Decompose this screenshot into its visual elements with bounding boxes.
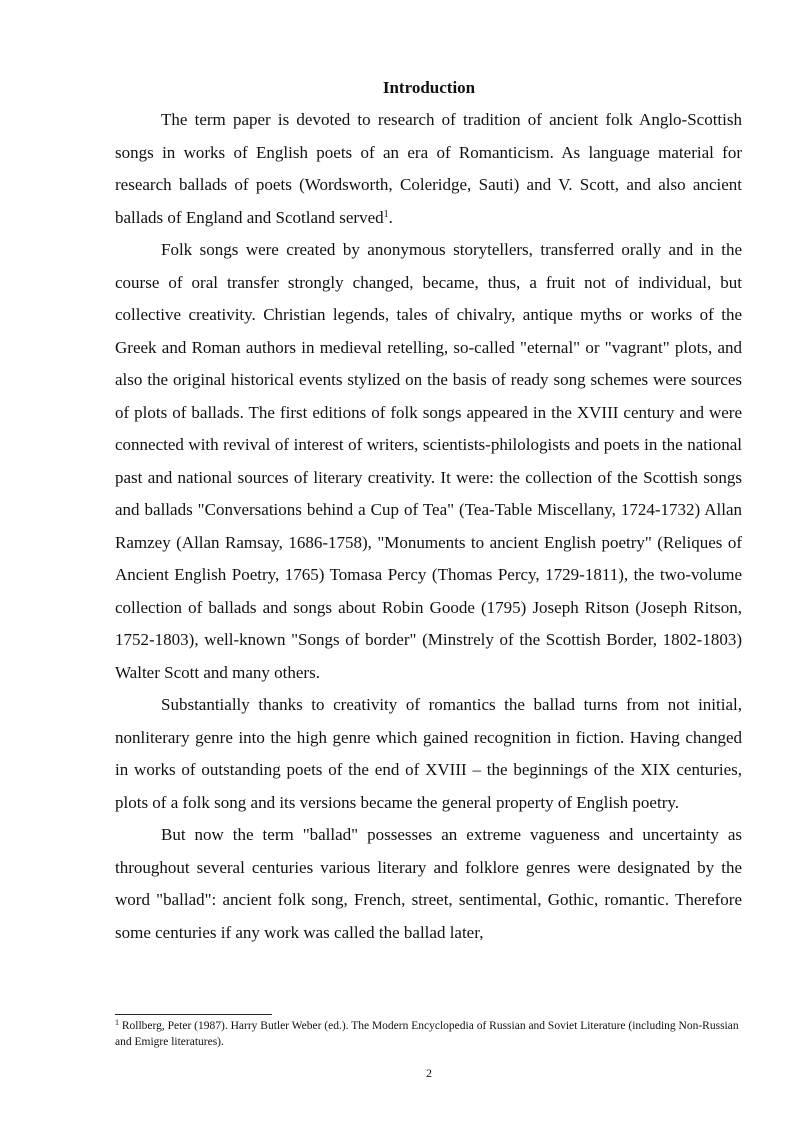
body-text [115,104,742,949]
page-number: 2 [426,1066,432,1080]
paragraph-1-tail: . [388,207,393,227]
footnote-text: Rollberg, Peter (1987). Harry Butler Weber (ed.). The Modern Encyclopedia of Russian and Soviet Literature (including Non-Russian and Emigre literatures). [115,1020,739,1048]
footnote [115,1018,742,1050]
paragraph-2: Folk songs were created by anonymous storytellers, transferred orally and in the course of oral transfer strongly changed, became, thus, a fruit not of individual, but collective creativity. Christian legends, tales of chivalry, antique myths or works of the Greek and Roman authors in medieval retelling, so-called "eternal" or "vagrant" plots, and also the original historical events stylized on the basis of ready song schemes were sources of plots of ballads. The first editions of folk songs appeared in the XVIII century and were connected with revival of interest of writers, scientists-philologists and poets in the national past and national sources of literary creativity. It were: the collection of the Scottish songs and ballads "Conversations behind a Cup of Tea" (Tea-Table Miscellany, 1724-1732) Allan Ramzey (Allan Ramsay, 1686-1758), "Monuments to ancient English poetry" (Reliques of Ancient English Poetry, 1765) Tomasa Percy (Thomas Percy, 1729-1811), the two-volume collection of ballads and songs about Robin Goode (1795) Joseph Ritson (Joseph Ritson, 1752-1803), well-known "Songs of border" (Minstrely of the Scottish Border, 1802-1803) Walter Scott and many others. [115,240,742,682]
paragraph-3: Substantially thanks to creativity of romantics the ballad turns from not initial, nonliterary genre into the high genre which gained recognition in fiction. Having changed in works of outstanding poets of the end of XVIII – the beginnings of the XIX centuries, plots of a folk song and its versions became the general property of English poetry. [115,695,742,812]
paragraph-4: But now the term "ballad" possesses an extreme vagueness and uncertainty as throughout several centuries various literary and folklore genres were designated by the word "ballad": ancient folk song, French, street, sentimental, Gothic, romantic. Therefore some centuries if any work was called the ballad later, [115,825,742,942]
footnote-divider [115,1014,272,1015]
page-title: Introduction [382,78,476,97]
paragraph-1-text: The term paper is devoted to research of tradition of ancient folk Anglo-Scottish songs in works of English poets of an era of Romanticism. As language material for research ballads of poets (Wordsworth, Coleridge, Sauti) and V. Scott, and also ancient ballads of England and Scotland served [115,110,742,227]
footnote-reference[interactable]: 1 [383,208,389,220]
footnote-marker: 1 [115,1018,119,1027]
paragraph-1 [115,104,742,234]
